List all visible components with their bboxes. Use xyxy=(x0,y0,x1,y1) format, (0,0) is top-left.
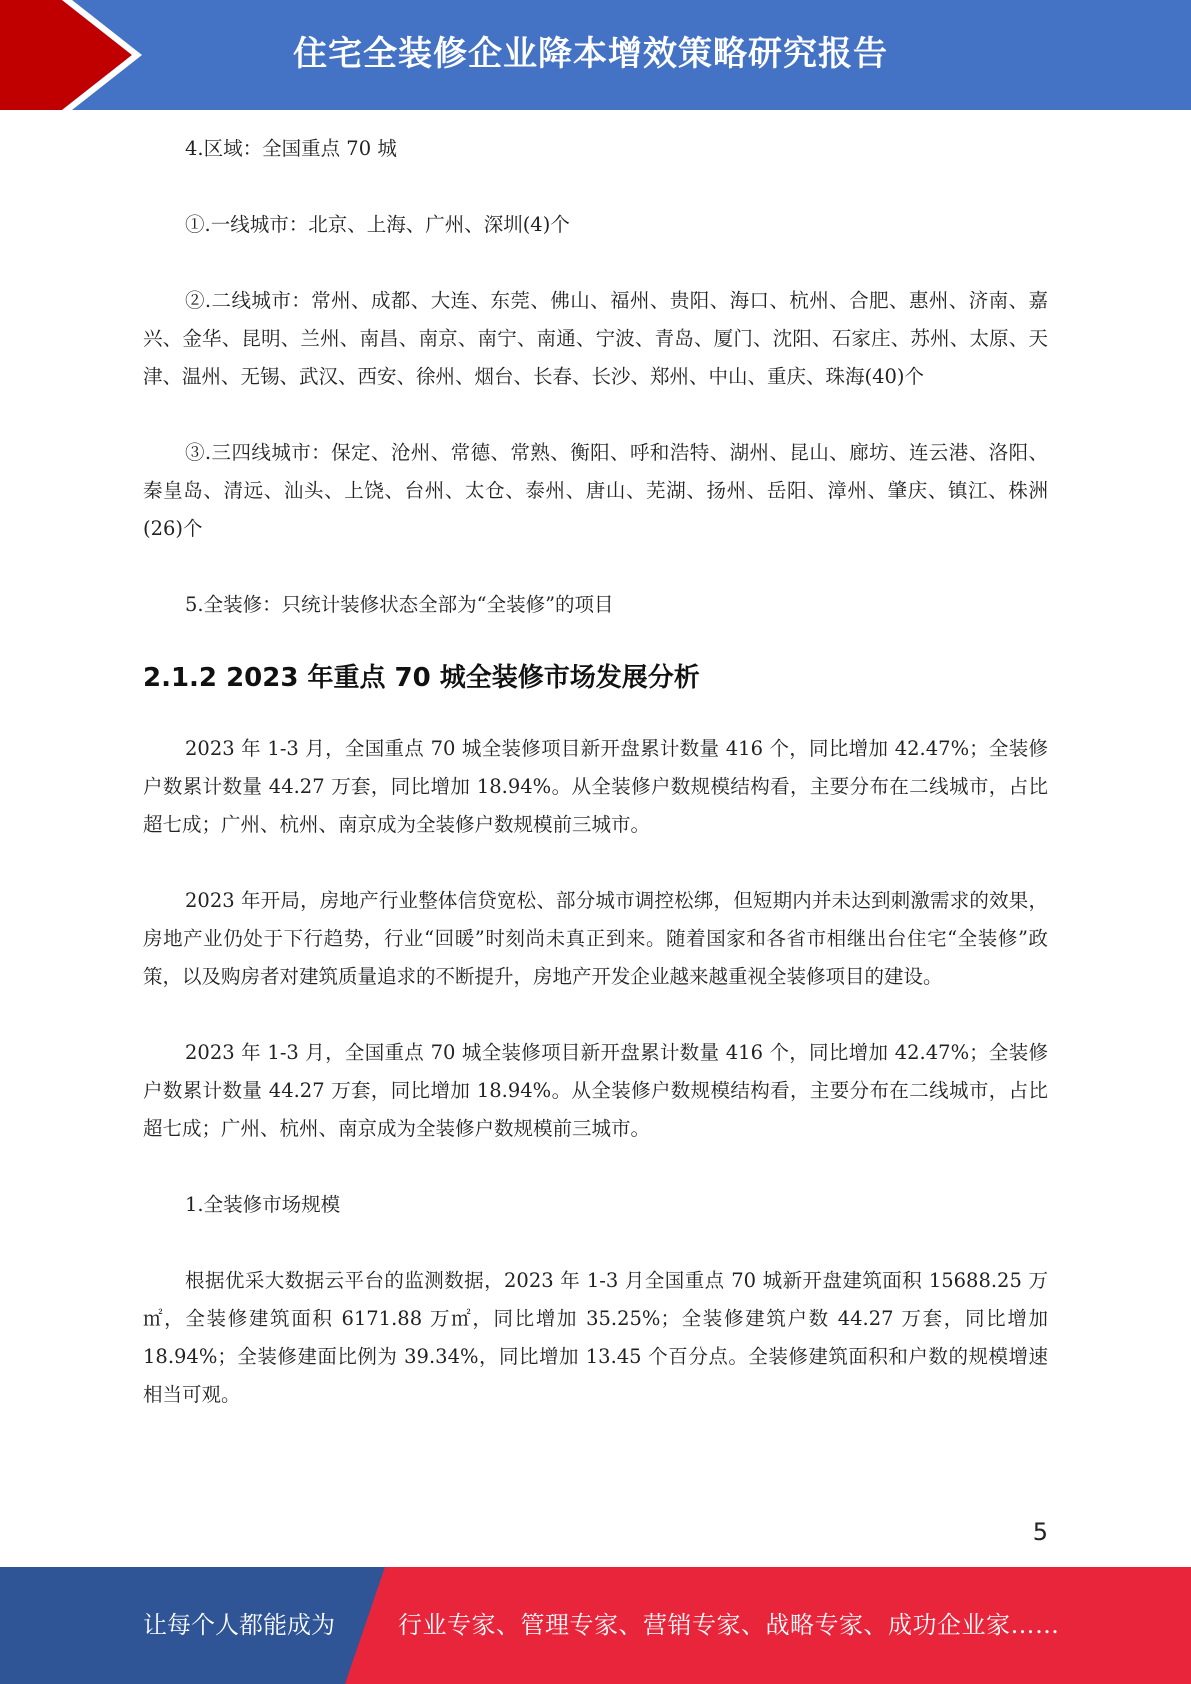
footer-slogan-right: 行业专家、管理专家、营销专家、战略专家、成功企业家…… xyxy=(398,1611,1060,1639)
tier1-cities: ①.一线城市：北京、上海、广州、深圳(4)个 xyxy=(185,213,570,236)
page-footer xyxy=(0,1567,1191,1684)
tier3-cities: ③.三四线城市：保定、沧州、常德、常熟、衡阳、呼和浩特、湖州、昆山、廊坊、连云港、洛阳、秦皇岛、清远、汕头、上饶、台州、太仓、泰州、唐山、芜湖、扬州、岳阳、漳州、肇庆、镇江、株洲(26)个 xyxy=(143,441,1048,540)
section-heading: 2.1.2 2023 年重点 70 城全装修市场发展分析 xyxy=(143,663,700,693)
tier2-cities: ②.二线城市：常州、成都、大连、东莞、佛山、福州、贵阳、海口、杭州、合肥、惠州、济南、嘉兴、金华、昆明、兰州、南昌、南京、南宁、南通、宁波、青岛、厦门、沈阳、石家庄、苏州、太原、天津、温州、无锡、武汉、西安、徐州、烟台、长春、长沙、郑州、中山、重庆、珠海(40)个 xyxy=(143,289,1048,388)
report-title: 住宅全装修企业降本增效策略研究报告 xyxy=(293,34,888,74)
red-chevron-arrow-icon xyxy=(0,0,150,110)
paragraph-3: 2023 年 1-3 月，全国重点 70 城全装修项目新开盘累计数量 416 个，同比增加 42.47%；全装修户数累计数量 44.27 万套，同比增加 18.94%。从全装修户数规模结构看，主要分布在二线城市，占比超七成；广州、杭州、南京成为全装修户数规模前三城市。 xyxy=(143,1041,1048,1140)
paragraph-1: 2023 年 1-3 月，全国重点 70 城全装修项目新开盘累计数量 416 个，同比增加 42.47%；全装修户数累计数量 44.27 万套，同比增加 18.94%。从全装修户数规模结构看，主要分布在二线城市，占比超七成；广州、杭州、南京成为全装修户数规模前三城市。 xyxy=(143,737,1048,836)
market-scale-item: 1.全装修市场规模 xyxy=(185,1193,341,1216)
footer-slogan-left: 让每个人都能成为 xyxy=(143,1611,335,1639)
paragraph-4: 根据优采大数据云平台的监测数据，2023 年 1-3 月全国重点 70 城新开盘建筑面积 15688.25 万㎡，全装修建筑面积 6171.88 万㎡，同比增加 35.25%；全装修建筑户数 44.27 万套，同比增加 18.94%；全装修建面比例为 39.34%，同比增加 13.45 个百分点。全装修建筑面积和户数的规模增速相当可观。 xyxy=(143,1269,1048,1406)
page-number: 5 xyxy=(1032,1518,1048,1546)
page-body xyxy=(143,130,1048,1414)
full-decoration-item: 5.全装修：只统计装修状态全部为“全装修”的项目 xyxy=(185,593,614,616)
page-header xyxy=(0,0,1191,110)
region-item: 4.区域：全国重点 70 城 xyxy=(185,137,397,160)
paragraph-2: 2023 年开局，房地产行业整体信贷宽松、部分城市调控松绑，但短期内并未达到刺激需求的效果，房地产业仍处于下行趋势，行业“回暖”时刻尚未真正到来。随着国家和各省市相继出台住宅“全装修”政策，以及购房者对建筑质量追求的不断提升，房地产开发企业越来越重视全装修项目的建设。 xyxy=(143,889,1048,988)
